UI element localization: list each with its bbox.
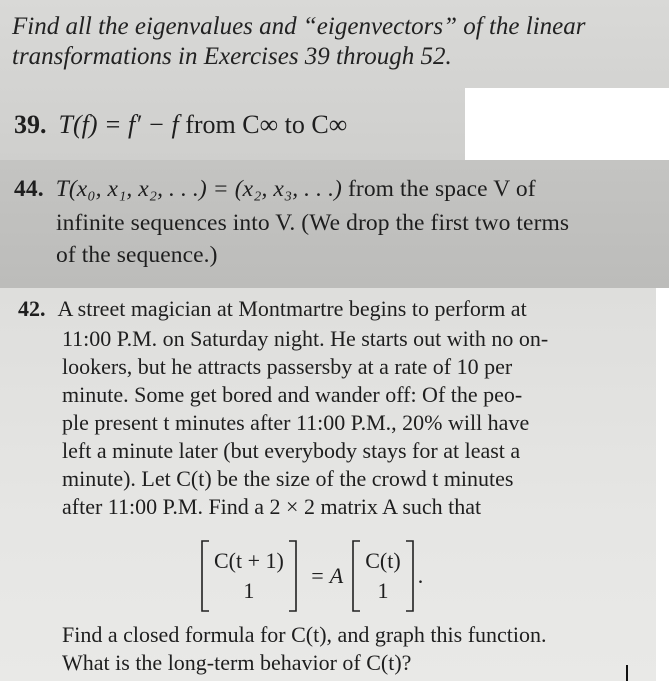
left-bracket xyxy=(351,540,361,612)
equals-a: = A xyxy=(309,563,344,588)
edge-mark xyxy=(626,665,628,681)
exercise-42-text-line: A street magician at Montmartre begins to perform at xyxy=(57,296,527,321)
right-bracket xyxy=(405,540,415,612)
exercise-39 xyxy=(14,110,347,140)
exercise-39-from-to: from C∞ to C∞ xyxy=(185,110,348,139)
exercise-42-text-line: minute. Some get bored and wander off: Of the peo- xyxy=(62,382,523,407)
exercise-44-panel xyxy=(0,160,669,288)
vector-right-top: C(t) xyxy=(365,548,401,573)
exercise-42-number: 42. xyxy=(18,296,46,321)
exercise-44-line-2: infinite sequences into V. (We drop the first two terms xyxy=(56,210,570,236)
vector-left xyxy=(210,540,288,612)
right-bracket xyxy=(288,540,298,612)
exercise-42-page xyxy=(0,288,656,681)
exercise-44-number: 44. xyxy=(14,176,44,202)
left-bracket xyxy=(200,540,210,612)
exercise-39-formula: T(f) = f′ − f xyxy=(58,110,179,139)
exercise-44-line-3: of the sequence.) xyxy=(56,242,218,268)
vector-right-bottom: 1 xyxy=(377,578,389,603)
matrix-equation xyxy=(200,538,423,614)
exercise-42-text-line: 11:00 P.M. on Saturday night. He starts out with no on- xyxy=(62,326,549,351)
exercise-42-text-line: ple present t minutes after 11:00 P.M., 20% will have xyxy=(62,410,530,435)
instructions-panel xyxy=(0,0,669,160)
exercise-42-text-line: minute). Let C(t) be the size of the crowd t minutes xyxy=(62,466,514,491)
exercise-42-text-line: left a minute later (but everybody stays for at least a xyxy=(62,438,521,463)
exercise-39-number: 39. xyxy=(14,110,47,139)
exercise-42-after-line: What is the long-term behavior of C(t)? xyxy=(62,650,412,675)
exercise-44-line-1-tail: from the space V of xyxy=(347,176,536,202)
exercise-44-formula: T(x₀, x₁, x₂, . . .) = (x₂, x₃, . . .) xyxy=(55,176,342,202)
exercise-42-after-line: Find a closed formula for C(t), and graph this function. xyxy=(62,622,547,647)
equation-period: . xyxy=(417,563,424,588)
exercise-44-line-1 xyxy=(14,176,536,203)
vector-left-bottom: 1 xyxy=(243,578,255,603)
exercise-42-line-1 xyxy=(18,296,527,322)
exercise-42-text-line: after 11:00 P.M. Find a 2 × 2 matrix A such that xyxy=(62,494,482,519)
white-cover-block xyxy=(465,88,669,160)
vector-right xyxy=(361,540,404,612)
vector-left-top: C(t + 1) xyxy=(214,548,284,573)
instructions-text: Find all the eigenvalues and “eigenvectors” of the linear transformations in Exercises 39 through 52. xyxy=(12,13,586,70)
exercise-42-text-line: lookers, but he attracts passersby at a rate of 10 per xyxy=(62,354,513,379)
exercise-42-panel xyxy=(0,288,669,681)
